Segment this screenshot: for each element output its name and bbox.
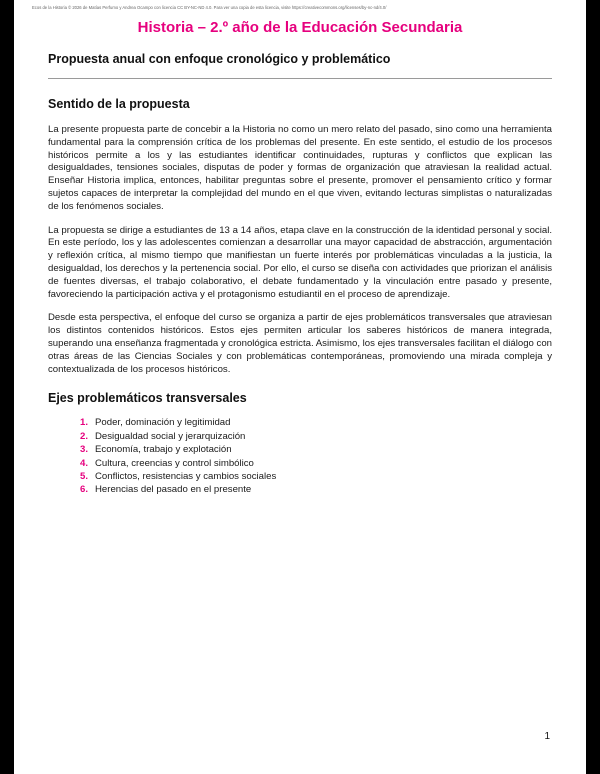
list-item	[80, 483, 552, 496]
list-item-text: Conflictos, resistencias y cambios sociales	[95, 470, 277, 482]
section-heading-sentido: Sentido de la propuesta	[48, 97, 190, 111]
list-item	[80, 457, 552, 470]
axes-list	[48, 416, 552, 496]
list-item	[80, 470, 552, 483]
paragraph: La presente propuesta parte de concebir a la Historia no como un mero relato del pasado, sino como una herramienta fundamental para la comprensión crítica de los problemas del presente. En este sentido, el estudio de los procesos históricos permite a los y las estudiantes identificar continuidades, rupturas y conflictos que explican las desigualdades, tensiones sociales, disputas de poder y formas de organización que atraviesan la realidad actual. Enseñar Historia implica, entonces, habilitar preguntas sobre el presente, promover el pensamiento crítico y formar sujetos capaces de interpretar la complejidad del mundo en el que viven, evitando lecturas simplistas o naturalizadas de los fenómenos sociales.	[48, 124, 552, 212]
list-item	[80, 416, 552, 429]
list-item-text: Economía, trabajo y explotación	[95, 444, 232, 456]
list-item-text: Herencias del pasado en el presente	[95, 484, 252, 496]
document-page	[14, 0, 586, 774]
list-item-text: Poder, dominación y legitimidad	[95, 417, 231, 429]
list-item-number: 4.	[80, 457, 89, 469]
list-item-number: 3.	[80, 444, 89, 456]
license-notice: Ecos de la Historia © 2026 de Matías Perfumo y Andrea Ocampo con licencia CC BY-NC-ND 4.0. Para ver una copia de esta licencia, visite https://creativecommons.org/licenses/by-nc-nd/4.0/	[32, 5, 387, 10]
paragraph: La propuesta se dirige a estudiantes de 13 a 14 años, etapa clave en la construcción de la identidad personal y social. En este período, los y las adolescentes comienzan a desarrollar una mayor capacidad de abstracción, argumentación y reflexión crítica, al mismo tiempo que manifiestan un fuerte interés por problemáticas vinculadas a la justicia, la desigualdad, los derechos y la pertenencia social. Por ello, el curso se diseña con actividades que priorizan el análisis de fuentes diversas, el trabajo colaborativo, el debate fundamentado y la vinculación entre pasado y presente, favoreciendo la participación activa y el protagonismo estudiantil en el proceso de aprendizaje.	[48, 224, 552, 300]
list-item-number: 2.	[80, 430, 89, 442]
document-body	[48, 96, 552, 497]
list-item-text: Desigualdad social y jerarquización	[95, 430, 246, 442]
list-item-number: 5.	[80, 470, 89, 482]
list-item	[80, 443, 552, 456]
list-item-number: 1.	[80, 417, 89, 429]
document-subtitle: Propuesta anual con enfoque cronológico y problemático	[48, 52, 391, 66]
document-title: Historia – 2.º año de la Educación Secundaria	[137, 19, 463, 36]
paragraph: Desde esta perspectiva, el enfoque del curso se organiza a partir de ejes problemáticos transversales que atraviesan los distintos contenidos históricos. Estos ejes permiten articular los saberes históricos de manera integrada, superando una enseñanza fragmentada y cronológica estricta. Asimismo, los ejes transversales facilitan el diálogo con otras áreas de las Ciencias Sociales y con problemáticas contemporáneas, promoviendo una mirada compleja y contextualizada de los procesos históricos.	[48, 312, 552, 375]
page-number: 1	[544, 731, 550, 742]
header-divider	[48, 78, 552, 79]
list-item-number: 6.	[80, 484, 89, 496]
list-item-text: Cultura, creencias y control simbólico	[95, 457, 254, 469]
section-heading-ejes: Ejes problemáticos transversales	[48, 391, 247, 406]
list-item	[80, 430, 552, 443]
